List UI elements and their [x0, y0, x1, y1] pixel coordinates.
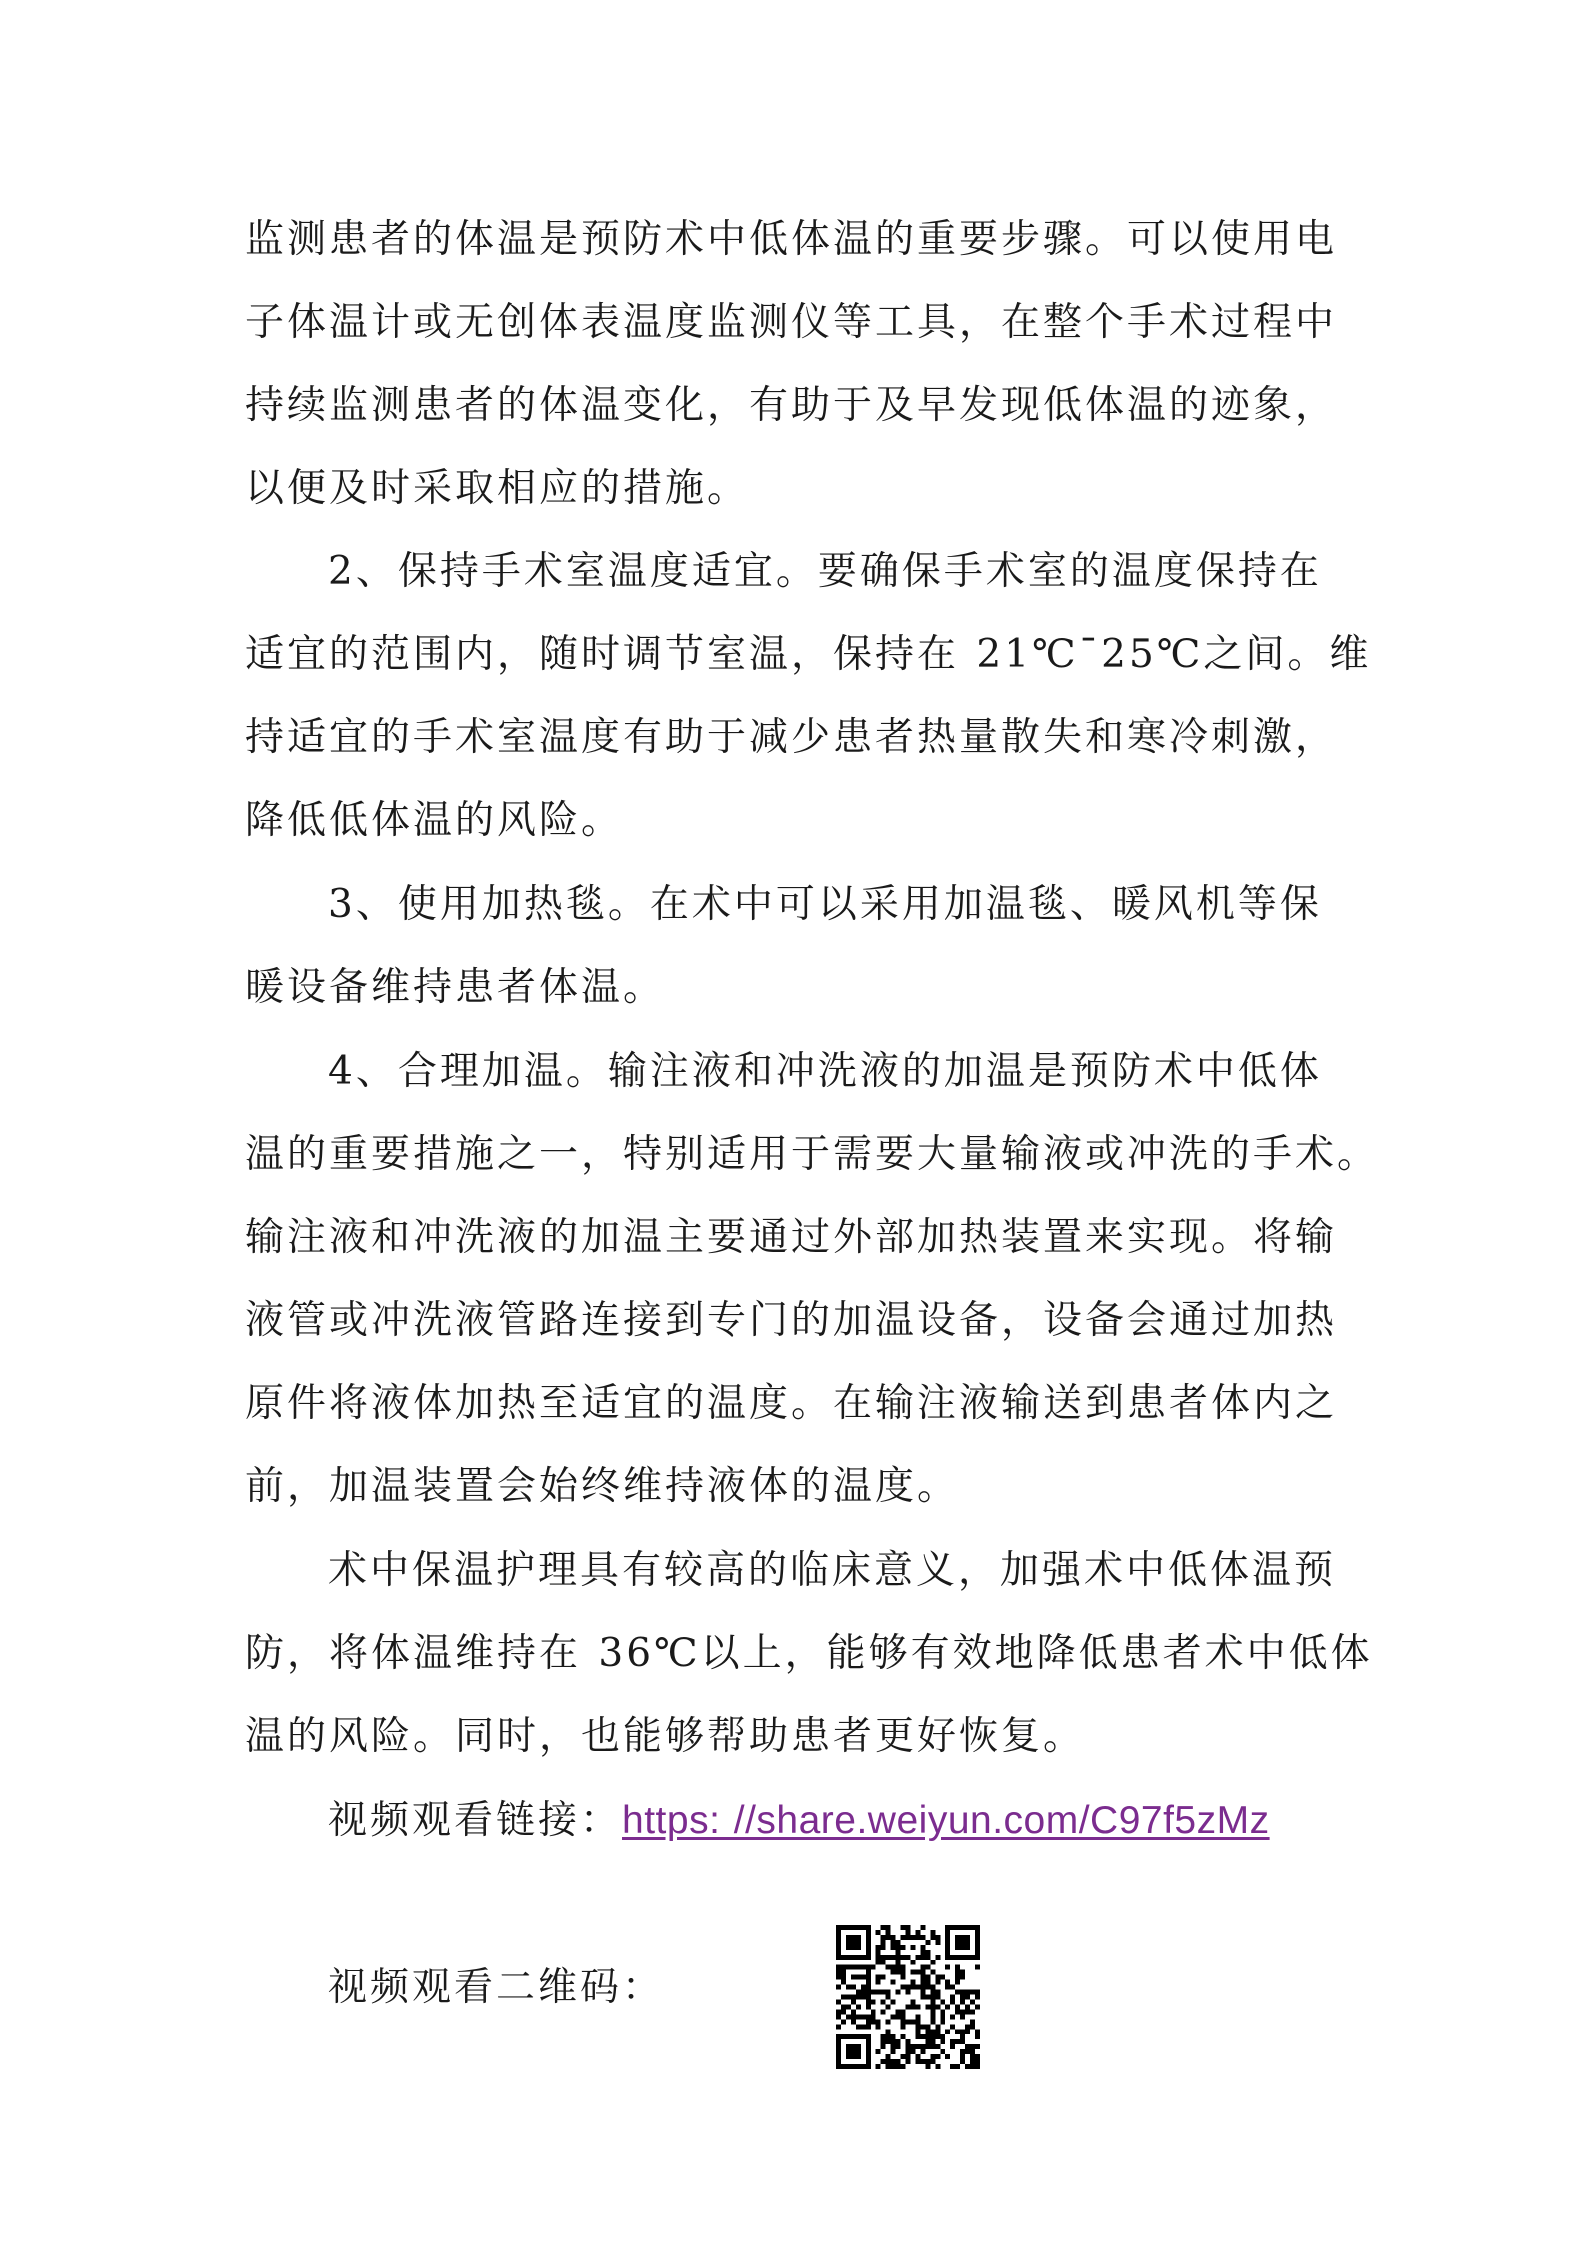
paragraph-line: 监测患者的体温是预防术中低体温的重要步骤。可以使用电 — [245, 217, 1338, 262]
paragraph-line: 温的风险。同时，也能够帮助患者更好恢复。 — [245, 1714, 1086, 1759]
paragraph-line: 液管或冲洗液管路连接到专门的加温设备，设备会通过加热 — [245, 1298, 1338, 1343]
qr-code-image — [836, 1925, 980, 2069]
paragraph-line: 以便及时采取相应的措施。 — [245, 466, 750, 511]
video-link[interactable]: https: //share.weiyun.com/C97f5zMz — [622, 1799, 1270, 1842]
paragraph-line: 降低低体温的风险。 — [245, 798, 624, 843]
qr-label: 视频观看二维码： — [328, 1965, 665, 2010]
video-link-row — [328, 1796, 1270, 1846]
paragraph-line: 子体温计或无创体表温度监测仪等工具，在整个手术过程中 — [245, 300, 1338, 345]
paragraph-line: 适宜的范围内，随时调节室温，保持在 21℃¯25℃之间。维 — [245, 632, 1372, 677]
paragraph-line: 暖设备维持患者体温。 — [245, 965, 666, 1010]
paragraph-line: 输注液和冲洗液的加温主要通过外部加热装置来实现。将输 — [245, 1215, 1338, 1260]
paragraph-line: 3、使用加热毯。在术中可以采用加温毯、暖风机等保 — [328, 882, 1322, 927]
paragraph-line: 4、合理加温。输注液和冲洗液的加温是预防术中低体 — [328, 1049, 1322, 1094]
paragraph-line: 术中保温护理具有较高的临床意义，加强术中低体温预 — [328, 1548, 1337, 1593]
paragraph-line: 前，加温装置会始终维持液体的温度。 — [245, 1464, 960, 1509]
paragraph-line: 原件将液体加热至适宜的温度。在输注液输送到患者体内之 — [245, 1381, 1338, 1426]
paragraph-line: 持适宜的手术室温度有助于减少患者热量散失和寒冷刺激， — [245, 715, 1338, 760]
paragraph-line: 2、保持手术室温度适宜。要确保手术室的温度保持在 — [328, 549, 1322, 594]
paragraph-line: 温的重要措施之一，特别适用于需要大量输液或冲洗的手术。 — [245, 1132, 1380, 1177]
paragraph-line: 持续监测患者的体温变化，有助于及早发现低体温的迹象， — [245, 383, 1338, 428]
paragraph-line: 防，将体温维持在 36℃以上，能够有效地降低患者术中低体 — [245, 1631, 1373, 1676]
video-link-label: 视频观看链接： — [328, 1798, 623, 1843]
